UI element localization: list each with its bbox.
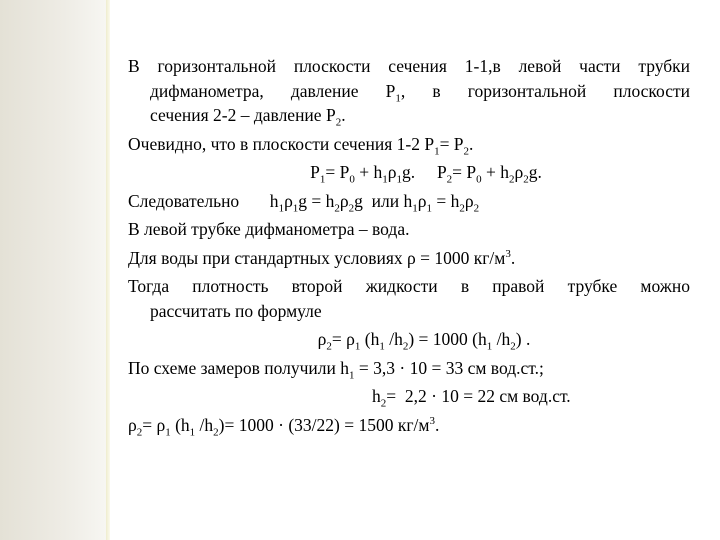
text: = 3,3 · 10 = 33 см вод.ст.;	[354, 357, 544, 378]
text: сечения 2-2 – давление Р	[150, 105, 336, 125]
text: Для воды при стандартных условиях ρ = 1000 кг/м	[128, 247, 506, 268]
text: /h	[384, 329, 403, 349]
subscript: 0	[476, 173, 482, 186]
equation-line	[128, 327, 690, 352]
paragraph-line	[128, 246, 690, 271]
subscript: 1	[189, 426, 196, 438]
text: ) = 1000 (h	[408, 329, 487, 349]
decorative-sidebar	[0, 0, 106, 540]
equation-line	[128, 384, 690, 409]
subscript: 1	[278, 202, 285, 214]
subscript: 2	[213, 426, 219, 438]
text: = Р	[325, 162, 350, 182]
subscript: 0	[349, 173, 355, 186]
text: ρ	[464, 190, 474, 211]
subscript: 2	[459, 202, 465, 214]
paragraph-line	[128, 356, 690, 381]
subscript: 2	[402, 340, 409, 353]
subscript: 2	[463, 145, 470, 157]
subscript: 2	[335, 116, 342, 129]
text: .	[341, 105, 346, 125]
superscript: 3	[505, 247, 511, 260]
text: дифманометра, давление Р	[150, 80, 396, 101]
subscript: 2	[348, 202, 355, 214]
subscript: 1	[379, 340, 385, 353]
text: ρ	[339, 190, 349, 211]
text: ρ	[514, 162, 524, 182]
text: = ρ	[142, 414, 166, 435]
subscript: 2	[473, 202, 480, 214]
text: g. Р	[401, 162, 447, 182]
text: ρ	[128, 414, 137, 435]
text: + h	[481, 162, 510, 182]
paragraph-line	[128, 103, 690, 128]
text: Следовательно h	[128, 190, 279, 211]
subscript: 1	[292, 202, 299, 214]
text: = ρ	[331, 329, 355, 349]
subscript: 2	[523, 173, 529, 186]
subscript: 1	[354, 340, 361, 353]
superscript: 3	[429, 414, 435, 427]
text: /h	[492, 329, 511, 349]
subscript: 2	[326, 340, 332, 353]
paragraph-line	[128, 79, 690, 104]
subscript: 2	[136, 426, 143, 438]
text: g.	[528, 162, 542, 182]
text: рассчитать по формуле	[150, 300, 322, 321]
paragraph-line	[128, 299, 690, 324]
text: ρ	[417, 190, 427, 211]
text: По схеме замеров получили h	[128, 357, 350, 378]
paragraph-line	[128, 274, 690, 299]
decorative-stripe	[106, 0, 110, 540]
text: ρ	[317, 329, 327, 349]
text: Р	[310, 162, 320, 182]
paragraph-line	[128, 132, 690, 157]
text: Тогда плотность второй жидкости в правой трубке можно	[128, 276, 690, 296]
text: (h	[170, 414, 190, 435]
text: Очевидно, что в плоскости сечения 1-2 Р	[128, 133, 435, 154]
text: (h	[360, 329, 380, 349]
text: /h	[195, 414, 214, 435]
subscript: 1	[349, 369, 355, 381]
subscript: 1	[412, 202, 418, 214]
text: ) .	[515, 329, 531, 349]
subscript: 1	[486, 340, 493, 353]
subscript: 2	[510, 340, 516, 353]
equation-line	[128, 160, 690, 185]
text: = 2,2 · 10 = 22 см вод.ст.	[386, 386, 571, 406]
text: g = h	[298, 190, 335, 211]
text: + h	[354, 162, 383, 182]
slide-body	[128, 54, 690, 437]
subscript: 1	[165, 426, 171, 438]
text: = h	[431, 190, 460, 211]
text: .	[434, 414, 440, 435]
subscript: 1	[319, 173, 326, 186]
text: )= 1000 · (33/22) = 1500 кг/м	[218, 414, 430, 435]
text: h	[372, 386, 381, 406]
subscript: 1	[396, 173, 402, 186]
subscript: 1	[434, 145, 440, 157]
text: В горизонтальной плоскости сечения 1-1,в левой части трубки	[128, 56, 690, 76]
subscript: 2	[446, 173, 453, 186]
paragraph-line: В левой трубке дифманометра – вода.	[128, 219, 410, 239]
subscript: 2	[380, 397, 387, 410]
paragraph-line	[128, 54, 690, 79]
paragraph-line	[128, 413, 690, 438]
text: .	[510, 247, 516, 268]
text: = Р	[439, 133, 464, 154]
subscript: 2	[334, 202, 340, 214]
subscript: 1	[382, 173, 388, 186]
text: g или h	[354, 190, 413, 211]
text: , в горизонтальной плоскости	[400, 80, 690, 101]
text: ρ	[387, 162, 397, 182]
text: = Р	[452, 162, 477, 182]
subscript: 2	[509, 173, 515, 186]
text: .	[469, 133, 474, 154]
paragraph-line	[128, 189, 690, 214]
subscript: 1	[395, 92, 401, 104]
text: ρ	[284, 190, 293, 211]
subscript: 1	[426, 202, 432, 214]
